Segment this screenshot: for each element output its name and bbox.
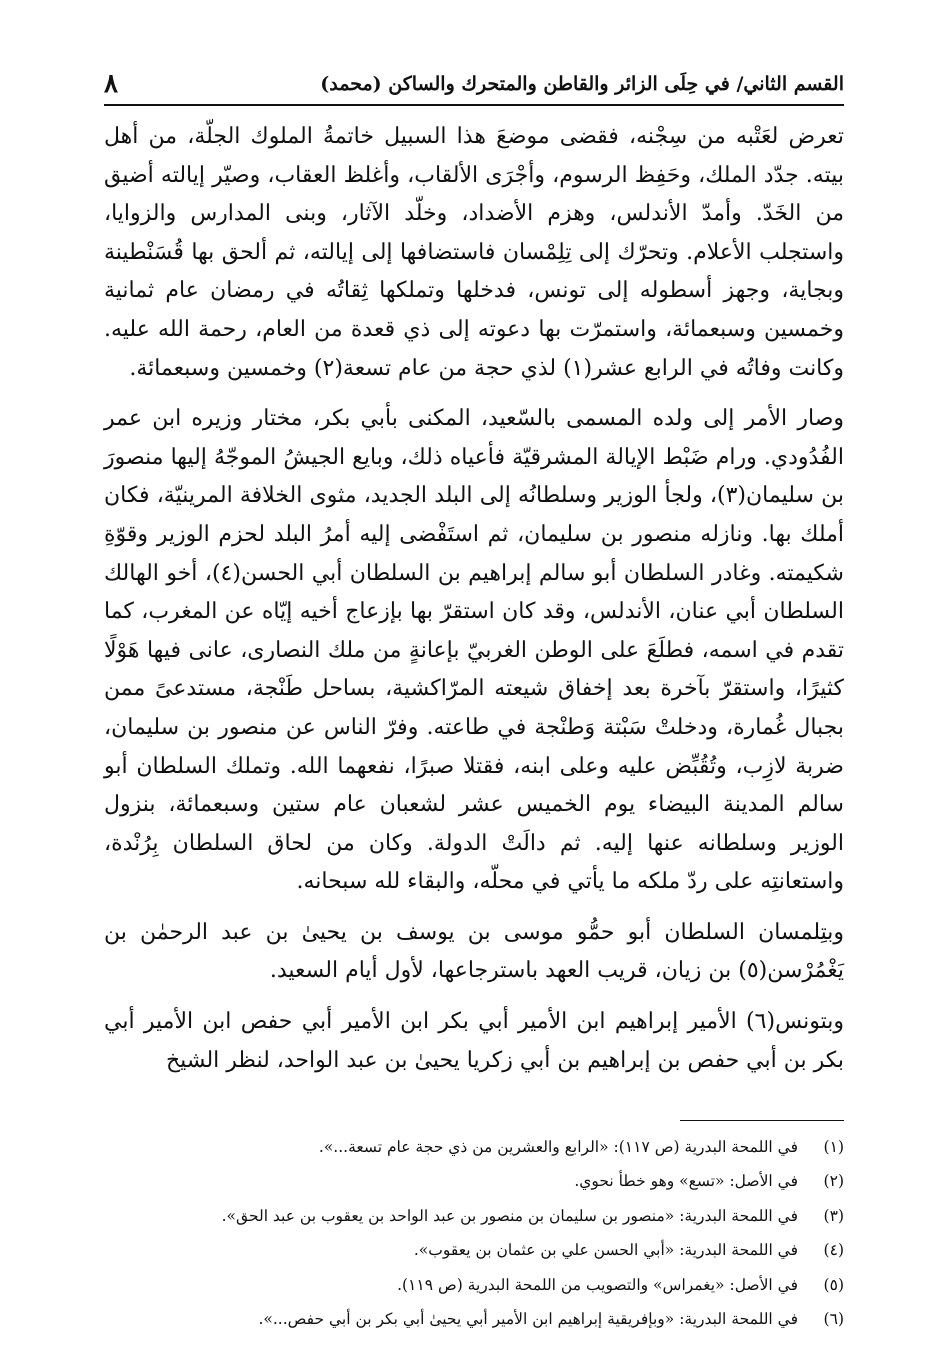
running-header xyxy=(104,64,844,106)
page-number: ٨ xyxy=(104,69,118,99)
footnote-text: في اللمحة البدرية: «أبي الحسن علي بن عثمان بن يعقوب». xyxy=(413,1241,798,1260)
footnotes xyxy=(104,1130,844,1336)
footnote-text: في الأصل: «تسع» وهو خطأ نحوي. xyxy=(574,1172,798,1191)
paragraph-2: وصار الأمر إلى ولده المسمى بالسّعيد، المكنى بأبي بكر، مختار وزيره ابن عمر الفُدُودي. ورام ضَبْط الإيالة المشرقيّة فأعياه ذلك، وبايع الجيشُ الموجّهُ إليها منصورَ بن سليمان(٣)، ولجأ الوزير وسلطانُه إلى البلد الجديد، مثوى الخلافة المرينيّة، فكان أملك بها. ونازله منصور بن سليمان، ثم استَفْضى إليه أمرُ البلد لحزم الوزير وقوّةِ شكيمته. وغادر السلطان أبو سالم إبراهيم بن السلطان أبي الحسن(٤)، أخو الهالك السلطان أبي عنان، الأندلس، وقد كان استقرّ بها بإزعاج أخيه إيّاه عن المغرب، كما تقدم في اسمه، فطلَعَ على الوطن الغربيّ بإعانةٍ من ملك النصارى، عانى فيها هَوْلًا كثيرًا، واستقرّ بآخرة بعد إخفاق شيعته المرّاكشية، بساحل طَنْجة، مستدعىً ممن بجبال غُمارة، ودخلتْ سَبْتة وَطنْجة في طاعته. وفرّ الناس عن منصور بن سليمان، ضربة لازِب، وتُقُبِّض عليه وعلى ابنه، فقتلا صبرًا، نفعهما الله. وتملك السلطان أبو سالم المدينة البيضاء يوم الخميس عشر لشعبان عام ستين وسبعمائة، بنزول الوزير وسلطانه عنها إليه. ثم دالَتْ الدولة. وكان من لحاق السلطان بِرُنْدة، واستعانتِه على ردّ ملكه ما يأتي في محلّه، والبقاء لله سبحانه. xyxy=(104,406,844,895)
header-title: القسم الثاني/ في حِلَى الزائر والقاطن والمتحرك والساكن (محمد) xyxy=(320,73,844,95)
footnote-marker: (١) xyxy=(823,1138,844,1156)
footnote-1 xyxy=(104,1130,844,1164)
main-text xyxy=(104,118,844,1080)
paragraph-1: تعرض لعَتْبه من سِجْنه، فقضى موضعَ هذا السبيل خاتمةُ الملوك الجلّة، من أهل بيته. جدّد الملك، وحَفِظ الرسوم، وأجْرَى الألقاب، وأغلظ العقاب، وصيّر إيالته أضيق من الخَدّ. وأمدّ الأندلس، وهزم الأضداد، وخلّد الآثار، وبنى المدارس والزوايا، واستجلب الأعلام. وتحرّك إلى تِلِمْسان فاستضافها إلى إيالته، ثم ألحق بها قُسَنْطينة وبجاية، وجهز أسطوله إلى تونس، فدخلها وتملكها ثِقاتُه في رمضان عام ثمانية وخمسين وسبعمائة، واستمرّت بها دعوته إلى ذي قعدة من العام، رحمة الله عليه. وكانت وفاتُه في الرابع عشر(١) لذي حجة من عام تسعة(٢) وخمسين وسبعمائة. xyxy=(104,124,844,381)
footnote-3 xyxy=(104,1199,844,1233)
footnote-2 xyxy=(104,1164,844,1198)
footnote-text: في اللمحة البدرية (ص ١١٧): «الرابع والعشرين من ذي حجة عام تسعة...». xyxy=(318,1138,798,1156)
footnote-marker: (٤) xyxy=(823,1241,844,1260)
footnote-separator xyxy=(680,1120,844,1121)
footnote-4 xyxy=(104,1233,844,1267)
footnote-marker: (٣) xyxy=(823,1206,844,1225)
footnote-marker: (٥) xyxy=(823,1275,844,1294)
footnote-text: في الأصل: «يغمراس» والتصويب من اللمحة البدرية (ص ١١٩). xyxy=(397,1275,798,1294)
footnote-text: في اللمحة البدرية: «منصور بن سليمان بن منصور بن عبد الواحد بن يعقوب بن عبد الحق». xyxy=(221,1206,798,1225)
paragraph-4: وبتونس(٦) الأمير إبراهيم ابن الأمير أبي بكر ابن الأمير أبي حفص ابن الأمير أبي بكر بن أبي حفص بن إبراهيم بن أبي زكريا يحيىٰ بن عبد الواحد، لنظر الشيخ xyxy=(104,1009,844,1073)
footnote-5 xyxy=(104,1268,844,1302)
footnote-6 xyxy=(104,1302,844,1336)
footnote-marker: (٦) xyxy=(823,1310,844,1329)
footnote-text: في اللمحة البدرية: «وبإفريقية إبراهيم ابن الأمير أبي يحيىٰ أبي بكر بن أبي حفص...». xyxy=(258,1310,798,1329)
paragraph-3: وبتِلمسان السلطان أبو حمُّو موسى بن يوسف بن يحيىٰ بن عبد الرحمٰن بن يَغْمُرْسن(٥) بن زيان، قريب العهد باسترجاعها، لأول أيام السعيد. xyxy=(104,919,844,984)
footnote-marker: (٢) xyxy=(823,1172,844,1191)
